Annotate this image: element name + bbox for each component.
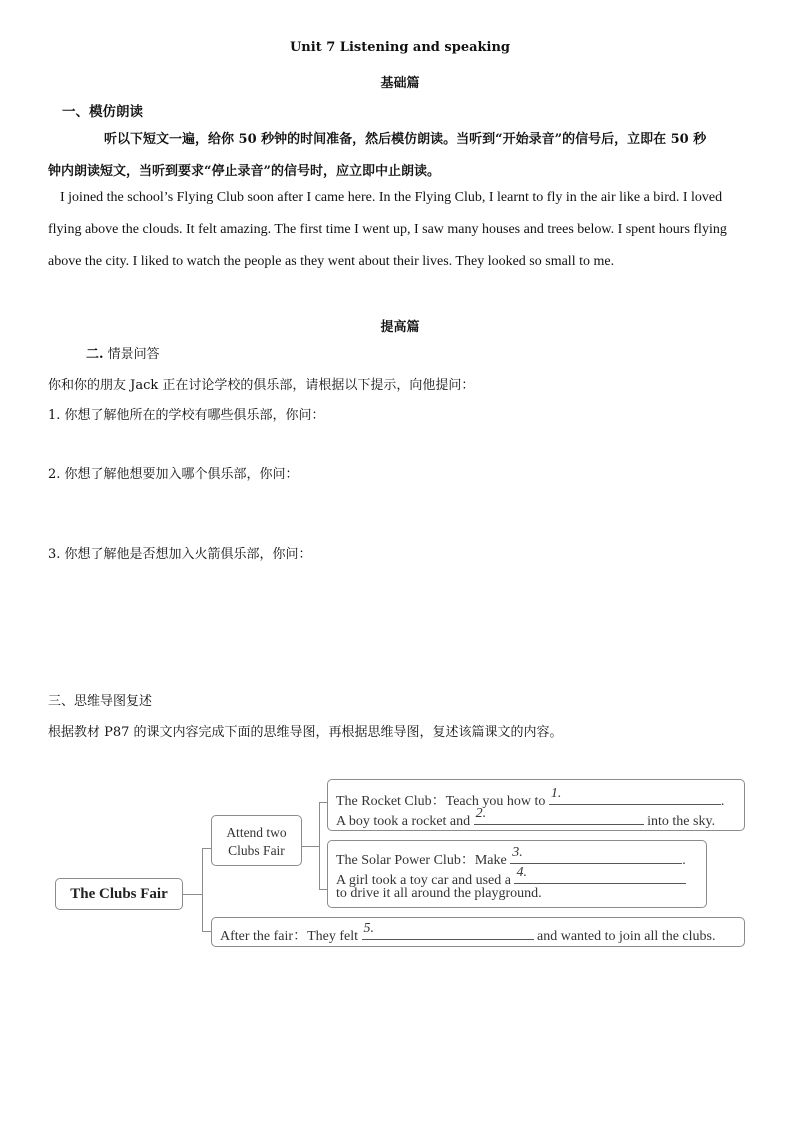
section2-heading-number: 二. [86, 347, 104, 362]
mindmap-solar-club-node [327, 840, 707, 908]
solar-line-3: to drive it all around the playground. [336, 886, 542, 901]
question-3: 3. 你想了解他是否想加入火箭俱乐部，你问： [48, 547, 312, 562]
blank-number-4: 4. [516, 865, 527, 880]
connector-root [182, 894, 203, 895]
blank-number-1: 1. [550, 786, 562, 801]
after-line-end: and wanted to join all the clubs. [537, 929, 716, 944]
section3-instruction: 根据教材 P87 的课文内容完成下面的思维导图，再根据思维导图，复述该篇课文的内容。 [48, 725, 563, 740]
rocket-line-2-end: into the sky. [647, 814, 716, 829]
mindmap-rocket-club-node [327, 779, 745, 831]
blank-number-2: 2. [475, 806, 487, 821]
solar-line-2-text: A girl took a toy car and used a [336, 873, 511, 888]
rocket-line-1-text: The Rocket Club：Teach you how to [336, 794, 546, 809]
answer-blank-1[interactable] [549, 786, 721, 805]
page-title: Unit 7 Listening and speaking [289, 40, 511, 55]
section-advanced-title: 提高篇 [380, 320, 420, 335]
passage-line-2: flying above the clouds. It felt amazing. The first time I went up, I saw many houses and trees below. I spent hours flying [48, 222, 727, 237]
section1-heading: 一、模仿朗读 [62, 104, 143, 120]
blank-number-3: 3. [512, 845, 523, 860]
answer-blank-5[interactable] [362, 921, 534, 940]
rocket-line-2-text: A boy took a rocket and [336, 814, 471, 829]
blank-number-5: 5. [363, 921, 374, 936]
rocket-line-1 [336, 786, 725, 810]
passage-line-1: I joined the school’s Flying Club soon after I came here. In the Flying Club, I learnt to fly in the air like a bird. I loved [60, 190, 723, 205]
rocket-line-2 [336, 806, 716, 830]
solar-line-1 [336, 845, 686, 869]
rocket-line-1-end: . [720, 794, 725, 809]
question-1: 1. 你想了解他所在的学校有哪些俱乐部，你问： [48, 408, 325, 423]
solar-line-1-end: . [682, 853, 686, 868]
answer-blank-3[interactable] [510, 845, 682, 864]
question-2: 2. 你想了解他想要加入哪个俱乐部，你问： [48, 467, 299, 482]
mindmap-after-node [211, 917, 745, 947]
after-line [220, 921, 716, 945]
after-line-text: After the fair：They felt [220, 929, 358, 944]
solar-line-1-text: The Solar Power Club：Make [336, 853, 507, 868]
section1-instruction-line2: 钟内朗读短文，当听到要求“停止录音”的信号时，应立即中止朗读。 [48, 164, 440, 179]
connector-attend-out [302, 846, 320, 847]
section3-heading: 三、思维导图复述 [48, 694, 153, 709]
mindmap-attend-node: Attend two Clubs Fair [211, 815, 302, 866]
connector-trunk [202, 848, 203, 932]
section-basic-title: 基础篇 [380, 76, 420, 91]
passage-line-3: above the city. I liked to watch the people as they went about their lives. They looked so small to me. [48, 254, 615, 269]
section1-instruction-line1: 听以下短文一遍，给你 50 秒钟的时间准备，然后模仿朗读。当听到“开始录音”的信号后，立即在 50 秒 [104, 132, 707, 147]
answer-blank-4[interactable] [514, 865, 686, 884]
answer-blank-2[interactable] [474, 806, 644, 825]
section2-heading-text: 情景问答 [107, 347, 160, 362]
section2-intro: 你和你的朋友 Jack 正在讨论学校的俱乐部，请根据以下提示，向他提问： [48, 378, 475, 393]
mindmap-root: The Clubs Fair [55, 878, 183, 910]
